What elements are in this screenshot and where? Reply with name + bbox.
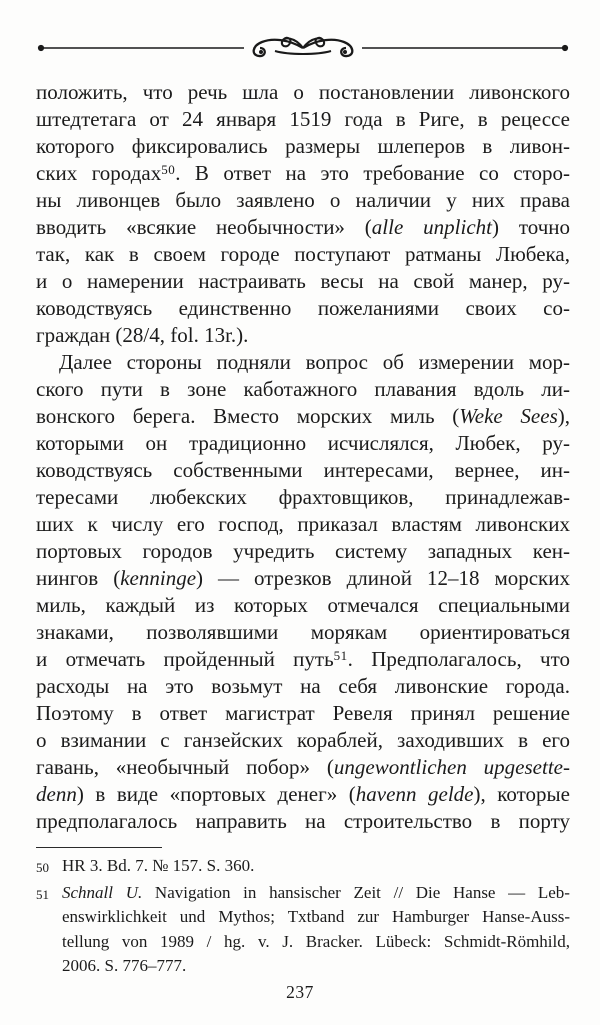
text-segment: и о намерении настраивать весы на свой манер, ру- bbox=[36, 269, 570, 293]
text-segment: которого фиксировались размеры шлеперов в ливон- bbox=[36, 134, 570, 158]
text-segment: вонского берега. Вместо морских миль ( bbox=[36, 404, 460, 428]
page-number: 237 bbox=[286, 982, 314, 1002]
footnote bbox=[36, 881, 570, 979]
text-segment: штедтетага от 24 января 1519 года в Риге, в рецессе bbox=[36, 107, 570, 131]
footnote-number: 50 bbox=[36, 860, 49, 875]
paragraph bbox=[36, 79, 570, 349]
text-segment: 2006. S. 776–777. bbox=[62, 956, 187, 975]
calligraphic-flourish-icon bbox=[36, 33, 570, 63]
text-segment: enswirklichkeit und Mythos; Txtband zur Hamburger Hanse-Auss- bbox=[62, 907, 570, 926]
text-line bbox=[36, 160, 570, 187]
text-line bbox=[36, 430, 570, 457]
text-segment: denn bbox=[36, 782, 77, 806]
text-segment: ungewontlichen upgesette- bbox=[333, 755, 570, 779]
text-segment: о взимании с ганзейских кораблей, заходивших в его bbox=[36, 728, 570, 752]
text-segment: вводить «всякие необычности» ( bbox=[36, 215, 372, 239]
text-segment: . В ответ на это требование со сторо- bbox=[175, 161, 570, 185]
text-line bbox=[62, 905, 570, 930]
text-line bbox=[36, 565, 570, 592]
text-line bbox=[36, 106, 570, 133]
text-line bbox=[62, 930, 570, 955]
text-line bbox=[36, 214, 570, 241]
text-segment: Navigation in hansischer Zeit // Die Hanse — Leb- bbox=[142, 882, 570, 902]
footnote-text bbox=[62, 881, 570, 979]
text-line bbox=[62, 854, 570, 879]
text-segment: ) точно bbox=[491, 215, 570, 239]
text-segment: ны ливонцев было заявлено о наличии у них права bbox=[36, 188, 570, 212]
paragraph bbox=[36, 349, 570, 835]
text-line bbox=[36, 511, 570, 538]
text-line bbox=[36, 133, 570, 160]
text-segment: ководствуясь единственно пожеланиями своих со- bbox=[36, 296, 570, 320]
text-line bbox=[36, 673, 570, 700]
footnotes bbox=[0, 854, 600, 979]
text-segment: havenn gelde bbox=[355, 782, 474, 806]
text-segment: Weke Sees bbox=[459, 404, 558, 428]
text-line bbox=[36, 646, 570, 673]
text-segment: предполагалось направить на строительство в порту bbox=[36, 809, 570, 833]
text-segment: ) в виде «портовых денег» ( bbox=[76, 782, 356, 806]
text-segment: гавань, «необычный побор» ( bbox=[36, 755, 334, 779]
text-segment: Schnall U. bbox=[62, 882, 143, 902]
text-line bbox=[36, 403, 570, 430]
text-line bbox=[36, 241, 570, 268]
text-segment: граждан (28/4, fol. 13r.). bbox=[36, 323, 249, 347]
text-segment: Далее стороны подняли вопрос об измерении мор- bbox=[59, 350, 570, 374]
header-ornament bbox=[0, 0, 600, 63]
text-segment: ских городах bbox=[36, 161, 162, 185]
text-line bbox=[36, 781, 570, 808]
text-line bbox=[36, 484, 570, 511]
text-segment: портовых городов учредить систему западных кен- bbox=[36, 539, 570, 563]
text-segment: tellung von 1989 / hg. v. J. Bracker. Lübeck: Schmidt-Römhild, bbox=[62, 931, 570, 951]
text-segment: ), bbox=[557, 404, 570, 428]
text-segment: . Предполагалось, что bbox=[347, 647, 570, 671]
footnote-ref: 50 bbox=[161, 162, 176, 178]
text-segment: ководствуясь собственными интересами, вернее, ин- bbox=[36, 458, 570, 482]
text-line bbox=[36, 538, 570, 565]
text-line bbox=[36, 619, 570, 646]
text-line bbox=[36, 349, 570, 376]
text-line bbox=[36, 322, 570, 349]
footnote bbox=[36, 854, 570, 881]
text-line bbox=[62, 954, 570, 979]
text-line bbox=[36, 808, 570, 835]
text-line bbox=[36, 457, 570, 484]
text-segment: Поэтому в ответ магистрат Ревеля принял решение bbox=[36, 701, 570, 725]
text-segment: alle unplicht bbox=[371, 215, 492, 239]
text-segment: kenninge bbox=[120, 566, 197, 590]
text-segment: так, как в своем городе поступают ратманы Любека, bbox=[36, 242, 570, 266]
text-line bbox=[62, 881, 570, 906]
text-segment: положить, что речь шла о постановлении ливонского bbox=[36, 80, 570, 104]
text-segment: ) — отрезков длиной 12–18 морских bbox=[196, 566, 570, 590]
text-line bbox=[36, 754, 570, 781]
text-line bbox=[36, 295, 570, 322]
text-line bbox=[36, 727, 570, 754]
footnote-ref: 51 bbox=[333, 648, 348, 664]
text-segment: тересами любекских фрахтовщиков, принадлежав- bbox=[36, 485, 570, 509]
text-segment: ших к числу его господ, приказал властям ливонских bbox=[36, 512, 570, 536]
footnote-separator bbox=[36, 847, 162, 848]
text-segment: и отмечать пройденный путь bbox=[36, 647, 334, 671]
text-line bbox=[36, 187, 570, 214]
text-segment: расходы на это возьмут на себя ливонские города. bbox=[36, 674, 570, 698]
text-segment: ского пути в зоне каботажного плавания вдоль ли- bbox=[36, 377, 570, 401]
text-line bbox=[36, 376, 570, 403]
text-line bbox=[36, 592, 570, 619]
text-segment: знаками, позволявшими морякам ориентироваться bbox=[36, 620, 570, 644]
text-segment: миль, каждый из которых отмечался специальными bbox=[36, 593, 570, 617]
footnote-number: 51 bbox=[36, 886, 49, 902]
text-segment: нингов ( bbox=[36, 566, 121, 590]
text-segment: HR 3. Bd. 7. № 157. S. 360. bbox=[62, 856, 255, 875]
text-line bbox=[36, 79, 570, 106]
text-line bbox=[36, 700, 570, 727]
text-segment: ), которые bbox=[473, 782, 570, 806]
footnote-text bbox=[62, 854, 570, 881]
text-line bbox=[36, 268, 570, 295]
text-segment: которыми он традиционно исчислялся, Любек, ру- bbox=[36, 431, 570, 455]
body-text bbox=[0, 63, 600, 835]
